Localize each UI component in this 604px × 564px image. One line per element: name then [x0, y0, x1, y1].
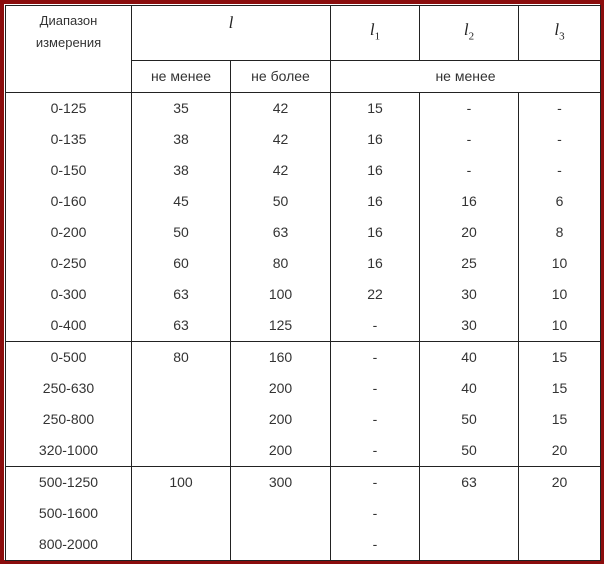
- header-l: l: [132, 6, 331, 61]
- cell-l1: -: [331, 310, 420, 342]
- cell-lmax: 200: [231, 435, 331, 467]
- cell-l1: -: [331, 404, 420, 435]
- cell-l3: 10: [519, 279, 601, 310]
- cell-l1: -: [331, 498, 420, 529]
- cell-lmin: [132, 373, 231, 404]
- cell-range: 0-200: [6, 217, 132, 248]
- cell-lmax: 160: [231, 342, 331, 374]
- header-l3: $l_3$: [519, 6, 601, 61]
- cell-range: 320-1000: [6, 435, 132, 467]
- header-range: Диапазон измерения: [6, 6, 132, 93]
- cell-l3: 10: [519, 310, 601, 342]
- cell-l1: -: [331, 435, 420, 467]
- table-row: [6, 435, 601, 467]
- cell-l2: -: [420, 93, 519, 125]
- cell-lmax: 125: [231, 310, 331, 342]
- table-row: [6, 124, 601, 155]
- cell-lmin: [132, 404, 231, 435]
- cell-l3: [519, 498, 601, 529]
- cell-l2: 40: [420, 373, 519, 404]
- cell-l1: -: [331, 342, 420, 374]
- cell-l1: 16: [331, 124, 420, 155]
- cell-l2: 50: [420, 404, 519, 435]
- cell-lmin: 100: [132, 467, 231, 499]
- cell-range: 250-630: [6, 373, 132, 404]
- cell-l3: 15: [519, 342, 601, 374]
- cell-range: 0-135: [6, 124, 132, 155]
- cell-l1: 16: [331, 248, 420, 279]
- header-l1: $l_1$: [331, 6, 420, 61]
- cell-lmin: [132, 498, 231, 529]
- header-l-min: не менее: [132, 61, 231, 93]
- cell-range: 0-300: [6, 279, 132, 310]
- table-body: [6, 93, 601, 561]
- cell-lmax: 42: [231, 93, 331, 125]
- cell-lmin: 38: [132, 124, 231, 155]
- cell-l3: -: [519, 124, 601, 155]
- cell-l2: -: [420, 155, 519, 186]
- cell-l2: 30: [420, 310, 519, 342]
- cell-lmin: 63: [132, 310, 231, 342]
- cell-lmax: 80: [231, 248, 331, 279]
- cell-lmax: [231, 529, 331, 561]
- header-l123-min: не менее: [331, 61, 601, 93]
- cell-l3: 20: [519, 435, 601, 467]
- cell-l1: -: [331, 529, 420, 561]
- cell-l3: [519, 529, 601, 561]
- table-row: [6, 186, 601, 217]
- cell-l3: 10: [519, 248, 601, 279]
- cell-l1: 15: [331, 93, 420, 125]
- cell-lmin: 35: [132, 93, 231, 125]
- cell-l3: 6: [519, 186, 601, 217]
- header-l-max: не более: [231, 61, 331, 93]
- cell-l2: 40: [420, 342, 519, 374]
- dimensions-table: [5, 5, 601, 561]
- cell-l1: 16: [331, 217, 420, 248]
- cell-l3: 8: [519, 217, 601, 248]
- cell-l2: 63: [420, 467, 519, 499]
- table-row: [6, 93, 601, 125]
- cell-lmin: 45: [132, 186, 231, 217]
- cell-range: 0-150: [6, 155, 132, 186]
- table-row: [6, 279, 601, 310]
- table-row: [6, 467, 601, 499]
- table-row: [6, 342, 601, 374]
- cell-range: 250-800: [6, 404, 132, 435]
- cell-lmin: [132, 435, 231, 467]
- cell-lmax: 300: [231, 467, 331, 499]
- header-l2: $l_2$: [420, 6, 519, 61]
- cell-lmin: 50: [132, 217, 231, 248]
- cell-lmax: 42: [231, 155, 331, 186]
- cell-l2: 16: [420, 186, 519, 217]
- cell-l2: [420, 498, 519, 529]
- table-row: [6, 529, 601, 561]
- cell-l1: -: [331, 467, 420, 499]
- cell-lmin: 60: [132, 248, 231, 279]
- cell-lmin: 63: [132, 279, 231, 310]
- cell-l1: 16: [331, 186, 420, 217]
- table-row: [6, 155, 601, 186]
- cell-l2: 20: [420, 217, 519, 248]
- cell-l2: [420, 529, 519, 561]
- cell-range: 0-125: [6, 93, 132, 125]
- cell-l2: 25: [420, 248, 519, 279]
- cell-l3: -: [519, 155, 601, 186]
- cell-lmin: [132, 529, 231, 561]
- table-row: [6, 373, 601, 404]
- cell-range: 500-1250: [6, 467, 132, 499]
- cell-range: 0-250: [6, 248, 132, 279]
- cell-range: 0-400: [6, 310, 132, 342]
- cell-lmax: [231, 498, 331, 529]
- cell-lmin: 80: [132, 342, 231, 374]
- cell-lmax: 200: [231, 373, 331, 404]
- table-row: [6, 248, 601, 279]
- cell-l3: 20: [519, 467, 601, 499]
- table-row: [6, 217, 601, 248]
- cell-l2: 30: [420, 279, 519, 310]
- table-row: [6, 404, 601, 435]
- cell-l3: 15: [519, 373, 601, 404]
- table-row: [6, 310, 601, 342]
- cell-lmax: 42: [231, 124, 331, 155]
- cell-l3: 15: [519, 404, 601, 435]
- cell-l2: 50: [420, 435, 519, 467]
- cell-range: 0-160: [6, 186, 132, 217]
- cell-lmax: 50: [231, 186, 331, 217]
- cell-lmax: 63: [231, 217, 331, 248]
- cell-range: 0-500: [6, 342, 132, 374]
- cell-l1: -: [331, 373, 420, 404]
- cell-range: 500-1600: [6, 498, 132, 529]
- cell-lmax: 100: [231, 279, 331, 310]
- cell-l3: -: [519, 93, 601, 125]
- cell-lmax: 200: [231, 404, 331, 435]
- cell-range: 800-2000: [6, 529, 132, 561]
- cell-l2: -: [420, 124, 519, 155]
- cell-lmin: 38: [132, 155, 231, 186]
- table-row: [6, 498, 601, 529]
- cell-l1: 22: [331, 279, 420, 310]
- cell-l1: 16: [331, 155, 420, 186]
